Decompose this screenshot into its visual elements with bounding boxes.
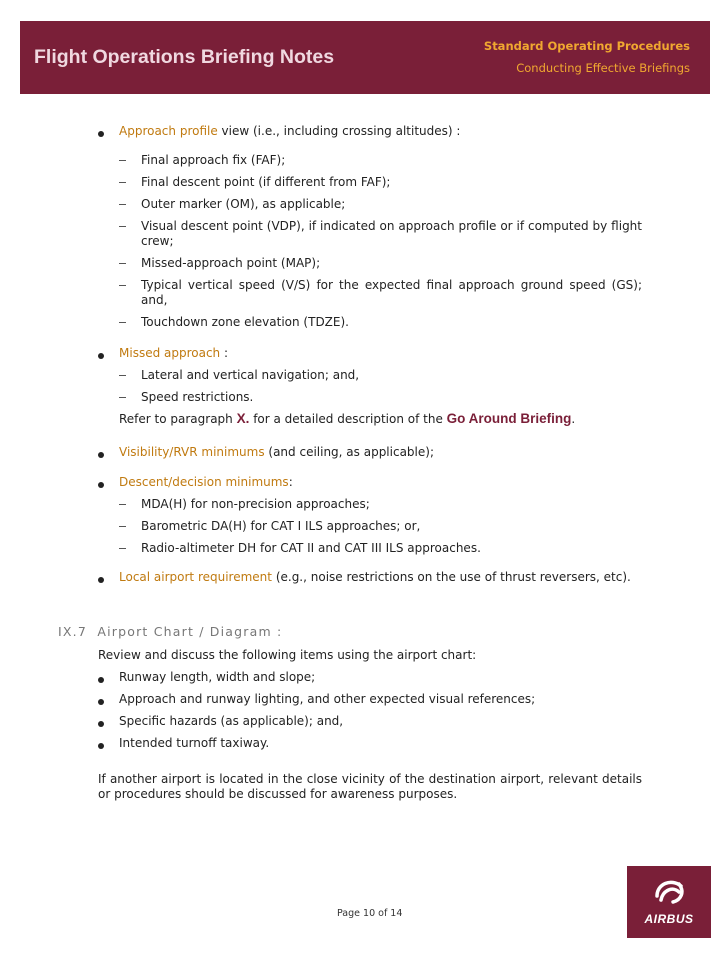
document-title: Flight Operations Briefing Notes [34, 46, 335, 68]
missed-approach-link[interactable]: Missed approach [119, 346, 221, 360]
paragraph-ref-link[interactable]: X. [236, 411, 250, 426]
dash-icon [119, 285, 126, 286]
bullet-icon [98, 699, 104, 705]
visibility-heading [119, 445, 434, 460]
list-item: Visual descent point (VDP), if indicated on approach profile or if computed by flight crew; [141, 219, 642, 248]
page-number: Page 10 of 14 [337, 908, 403, 919]
go-around-briefing-link[interactable]: Go Around Briefing [446, 411, 572, 426]
descent-minimums-link[interactable]: Descent/decision minimums [119, 475, 289, 489]
list-item: Runway length, width and slope; [119, 670, 316, 684]
dash-icon [119, 322, 126, 323]
list-item: Final approach fix (FAF); [141, 153, 286, 167]
list-item: Outer marker (OM), as applicable; [141, 197, 346, 211]
bullet-icon [98, 353, 104, 359]
list-item: Radio-altimeter DH for CAT II and CAT III ILS approaches. [141, 541, 481, 555]
approach-profile-link[interactable]: Approach profile [119, 124, 218, 138]
refer-prefix: Refer to paragraph [119, 412, 237, 426]
approach-profile-text: view (i.e., including crossing altitudes) : [217, 124, 461, 138]
list-item: Specific hazards (as applicable); and, [119, 714, 344, 728]
refer-middle: for a detailed description of the [249, 412, 447, 426]
list-item: Approach and runway lighting, and other expected visual references; [119, 692, 536, 706]
section-heading [58, 624, 282, 639]
section-title: Airport Chart / Diagram : [97, 624, 283, 639]
bullet-icon [98, 131, 104, 137]
list-item: Final descent point (if different from FAF); [141, 175, 391, 189]
bullet-icon [98, 677, 104, 683]
descent-minimums-heading [119, 475, 293, 490]
bullet-icon [98, 721, 104, 727]
list-item: Barometric DA(H) for CAT I ILS approaches; or, [141, 519, 421, 533]
list-item: Speed restrictions. [141, 390, 254, 404]
descent-minimums-text: : [288, 475, 293, 489]
bullet-icon [98, 743, 104, 749]
dash-icon [119, 204, 126, 205]
bullet-icon [98, 482, 104, 488]
header-banner [20, 21, 710, 94]
approach-profile-heading [119, 124, 460, 139]
section-intro: Review and discuss the following items using the airport chart: [98, 648, 477, 662]
missed-approach-heading [119, 346, 228, 361]
bullet-icon [98, 577, 104, 583]
refer-end: . [571, 412, 576, 426]
missed-approach-text: : [220, 346, 229, 360]
dash-icon [119, 526, 126, 527]
dash-icon [119, 160, 126, 161]
dash-icon [119, 263, 126, 264]
dash-icon [119, 375, 126, 376]
local-airport-link[interactable]: Local airport requirement [119, 570, 272, 584]
list-item: Missed-approach point (MAP); [141, 256, 321, 270]
dash-icon [119, 548, 126, 549]
visibility-link[interactable]: Visibility/RVR minimums [119, 445, 265, 459]
dash-icon [119, 226, 126, 227]
list-item: MDA(H) for non-precision approaches; [141, 497, 370, 511]
airbus-logo [627, 866, 711, 938]
airbus-logo-text: AIRBUS [644, 912, 694, 926]
dash-icon [119, 182, 126, 183]
bullet-icon [98, 452, 104, 458]
document-category: Standard Operating Procedures [483, 39, 690, 53]
list-item: Intended turnoff taxiway. [119, 736, 270, 750]
dash-icon [119, 397, 126, 398]
section-number: IX.7 [58, 624, 87, 639]
visibility-text: (and ceiling, as applicable); [264, 445, 434, 459]
section-closing: If another airport is located in the close vicinity of the destination airport, relevant details or procedures should be discussed for awareness purposes. [98, 772, 642, 801]
airbus-swirl-icon [627, 866, 711, 912]
list-item: Touchdown zone elevation (TDZE). [141, 315, 349, 329]
document-subtitle: Conducting Effective Briefings [516, 61, 690, 75]
list-item: Lateral and vertical navigation; and, [141, 368, 360, 382]
dash-icon [119, 504, 126, 505]
list-item: Typical vertical speed (V/S) for the expected final approach ground speed (GS); and, [141, 278, 642, 307]
local-airport-text: (e.g., noise restrictions on the use of thrust reversers, etc). [272, 570, 631, 584]
local-airport-heading [119, 570, 642, 585]
refer-paragraph [119, 410, 575, 428]
